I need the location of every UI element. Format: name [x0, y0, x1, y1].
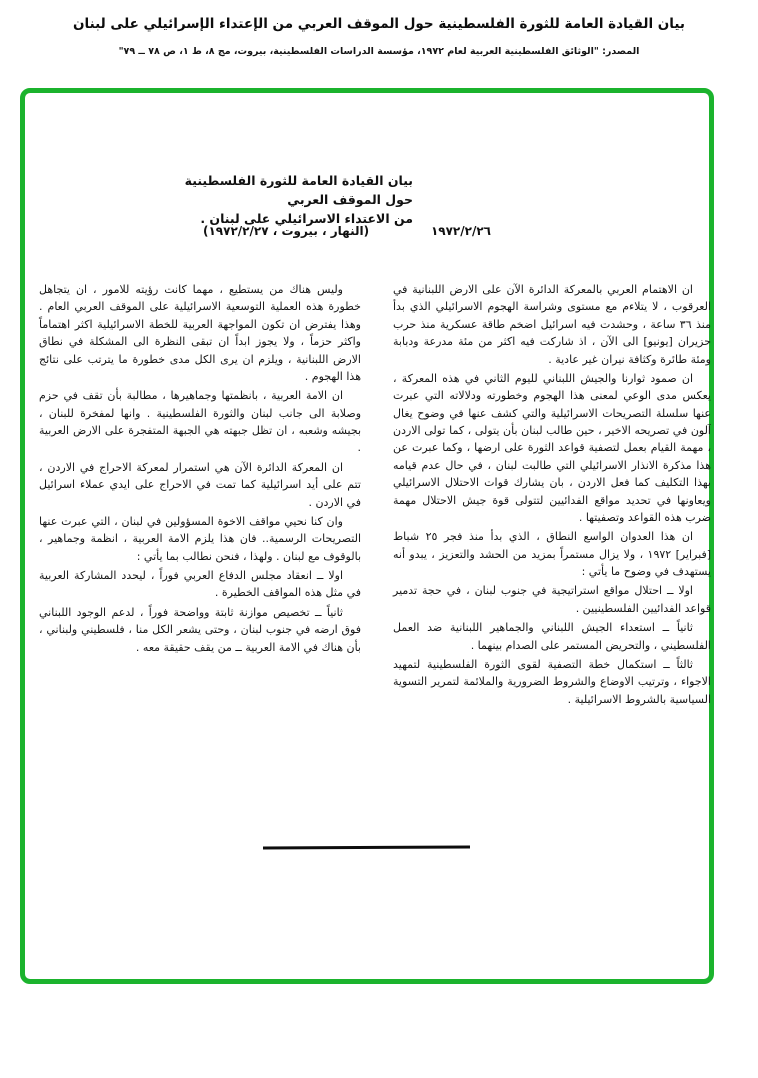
paragraph: وان كنا نحيي مواقف الاخوة المسؤولين في لبنان ، التي عبرت عنها التصريحات الرسمية.. فان هذا يلزم الامة العربية ، انظمة وجماهير ، بالوقوف مع لبنان . ولهذا ، فنحن نطالب بما يأتي : — [39, 514, 361, 563]
paragraph: ان هذا العدوان الواسع النطاق ، الذي بدأ منذ فجر ٢٥ شباط [فبراير] ١٩٧٢ ، ولا يزال مستمراً بمزيد من الحشد والتعزيز ، يبدو أنه يستهدف في وضوح ما يأتي : — [393, 530, 711, 578]
document-title — [175, 171, 413, 228]
body-columns — [35, 281, 711, 847]
paragraph: ان المعركة الدائرة الآن هي استمرار لمعركة الاحراج في الاردن ، تتم على أيد اسرائيلية كما تمت في الاحراج على ايدي عملاء اسرائيل في الاردن . — [39, 460, 361, 509]
paragraph: ان الامة العربية ، بانظمتها وجماهيرها ، مطالبة بأن تقف في حزم وصلابة الى جانب لبنان والثورة الفلسطينية . وانها لمفخرة للبنان ، بجيشه وشعبه ، ان تظل جبهته هي الجبهة المتفجرة على الارض العربية . — [39, 389, 361, 455]
paragraph: ثانياً ــ استعداء الجيش اللبناني والجماهير اللبنانية ضد العمل الفلسطيني ، والتحريض المستمر على الصدام بينهما . — [393, 621, 711, 652]
page-title: بيان القيادة العامة للثورة الفلسطينية حول الموقف العربي من الإعتداء الإسرائيلي على لبنان — [73, 16, 685, 32]
footer-divider-line — [263, 845, 470, 849]
paragraph: ثالثاً ــ استكمال خطة التصفية لقوى الثورة الفلسطينية لتمهيد الاجواء ، وترتيب الاوضاع والشروط الضرورية والملائمة لتمرير التسوية السياسية بالشروط الاسرائيلية . — [393, 657, 711, 706]
statement-date: ١٩٧٢/٢/٢٦ — [430, 224, 491, 238]
paragraph: اولا ــ احتلال مواقع استراتيجية في جنوب لبنان ، في حجة تدمير قواعد الفدائيين الفلسطينيين . — [393, 584, 711, 615]
paragraph: ان صمود ثوارنا والجيش اللبناني لليوم الثاني في هذه المعركة ، يعكس مدى الوعي لمعنى هذا الهجوم وخطورته ودلالاته التي عبرت عنها سلسلة التصريحات الاسرائيلية والتي كشف عنها في وضوح يغال آلون في تصريحه الاخير ، حين طالب لبنان بأن يتولى ، كما تولى الاردن ، مهمة القيام بعمل لتصفية قواعد الثورة على ارضها ، وكما عبرت عن هذا مذكرة الانذار الاسرائيلي التي طالبت لبنان ، في حال عدم قيامه بهذا التكليف كما فعل الاردن ، بان يشارك قوات الاحتلال الاسرائيلي ويعاونها في تحديد مواقع الفدائيين لتتولى قوة جيش الاحتلال مهمة ضرب هذه القواعد وتصفيتها . — [393, 371, 711, 524]
body-column-left — [39, 281, 361, 847]
body-column-right — [393, 281, 711, 847]
document-scan-frame — [20, 88, 714, 984]
document-title-line2: من الاعتداء الاسرائيلي على لبنان . — [200, 211, 413, 226]
paragraph: ان الاهتمام العربي بالمعركة الدائرة الآن على الارض اللبنانية في العرقوب ، لا يتلاءم مع مستوى وشراسة الهجوم الاسرائيلي الذي بدأ منذ ٣٦ ساعة ، وحشدت فيه اسرائيل اضخم طاقة عسكرية منذ حرب حزيران [يونيو] الى الآن ، اذ شاركت فيه اكثر من مئة مدرعة ودبابة ومئة طائرة وكثافة نيران غير عادية . — [393, 283, 711, 366]
paragraph: ثانياً ــ تخصيص موازنة ثابتة وواضحة فوراً ، لدعم الوجود اللبناني فوق ارضه في جنوب لبنان ، وحتى يشعر الكل منا ، فلسطيني ولبناني ، بأن هناك في الامة العربية ــ من يقف حقيقة معه . — [39, 605, 361, 654]
source-citation: المصدر: "الوثائق الفلسطينية العربية لعام ١٩٧٢، مؤسسة الدراسات الفلسطينية، بيروت، مج ٨، ط ١، ص ٧٨ ــ ٧٩" — [118, 46, 640, 57]
publication-reference: (النهار ، بيروت ، ١٩٧٢/٢/٢٧) — [203, 224, 370, 238]
paragraph: وليس هناك من يستطيع ، مهما كانت رؤيته للامور ، ان يتجاهل خطورة هذه العملية التوسعية الاسرائيلية على الموقف العربي العام . وهذا يفترض ان تكون المواجهة العربية للخطة الاسرائيلية اكثر اهتماماً واكثر حزماً ، ولا يجوز ابداً ان تبقى النظرة الى المشكلة في نطاق الارض اللبنانية ، ويلزم ان يرى الكل مدى خطورة ما يترتب على نتائج هذا الهجوم . — [39, 283, 361, 383]
paragraph: اولا ــ انعقاد مجلس الدفاع العربي فوراً ، ليحدد المشاركة العربية في مثل هذه المواقف الخطيرة . — [39, 569, 361, 600]
date-line — [203, 224, 491, 238]
document-title-line1: بيان القيادة العامة للثورة الفلسطينية حول الموقف العربي — [184, 173, 413, 207]
